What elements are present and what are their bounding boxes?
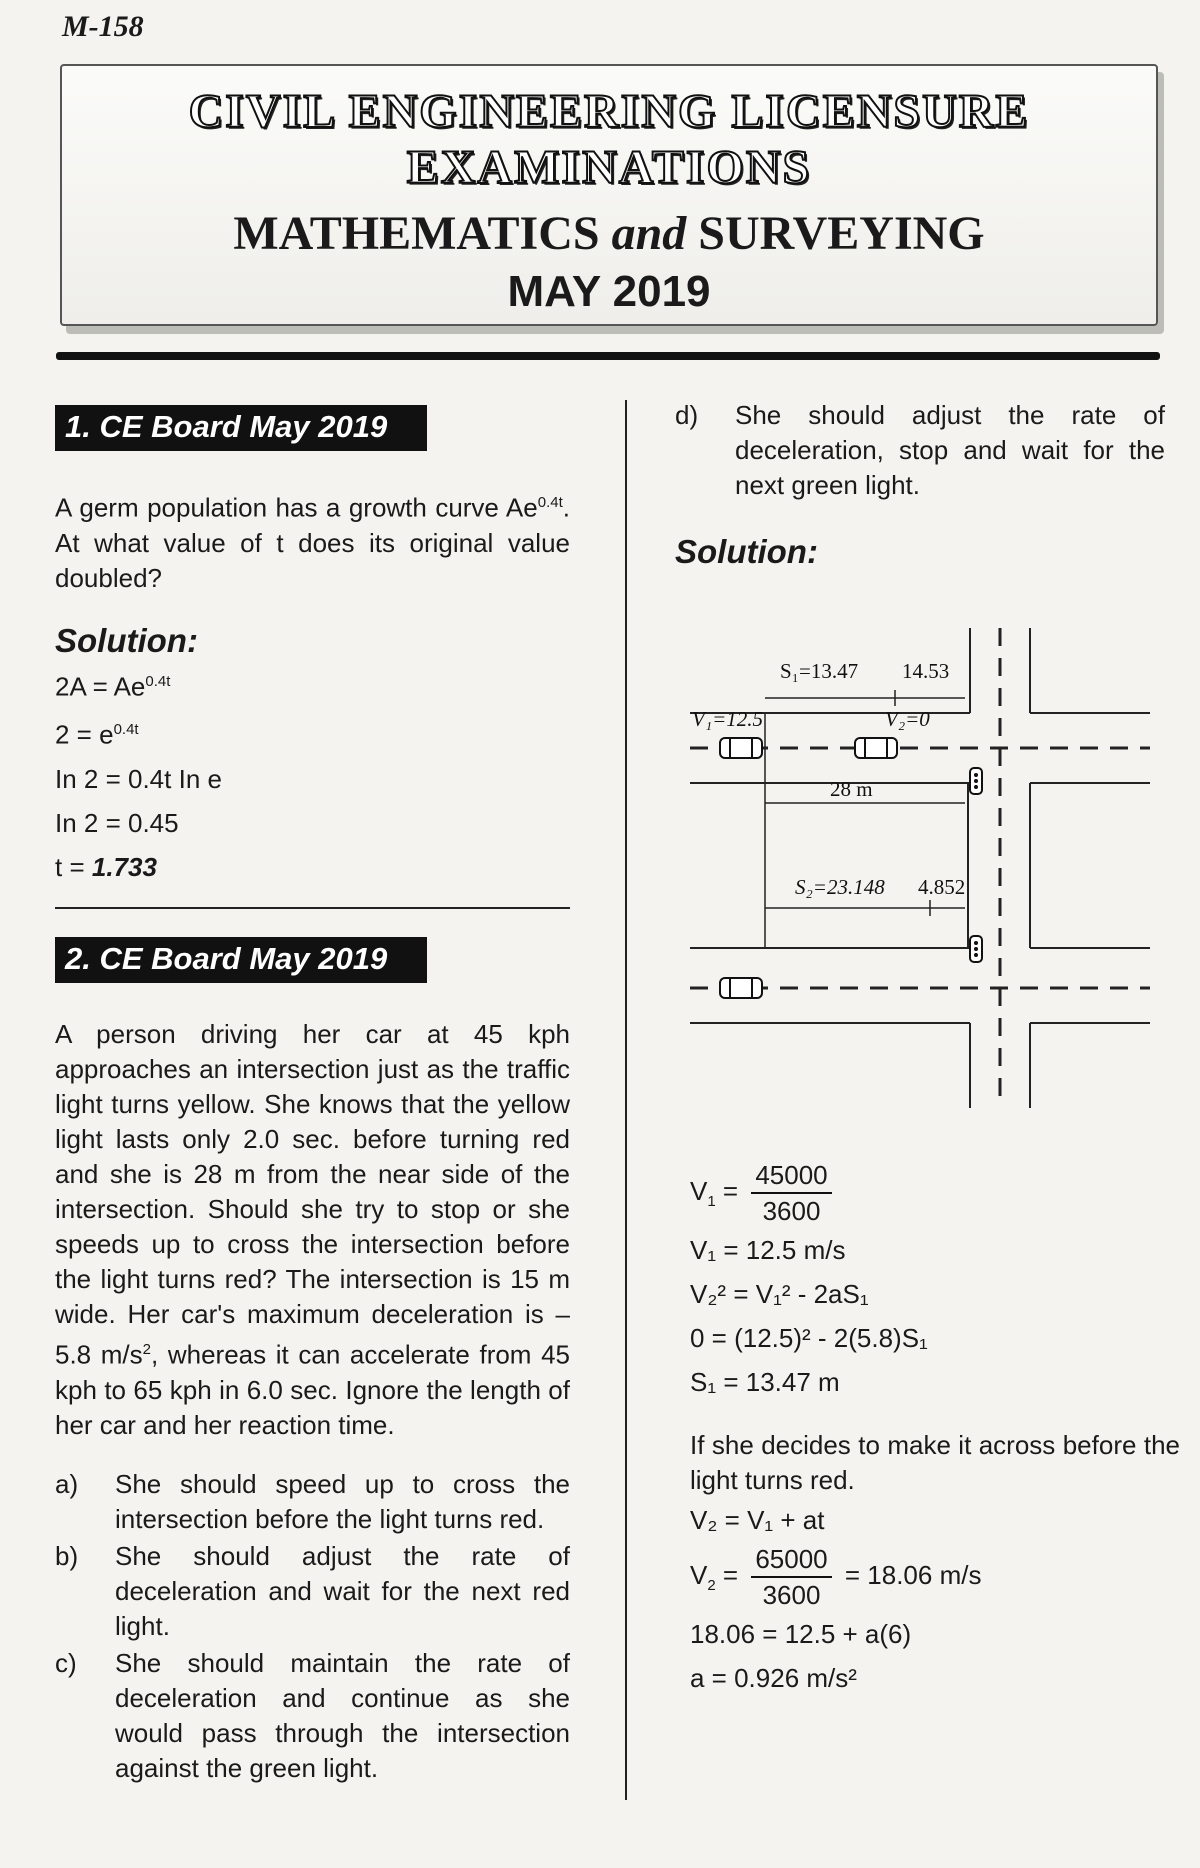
eq-substitution: 0 = (12.5)² - 2(5.8)S₁	[690, 1323, 928, 1353]
problem1-eq4: In 2 = 0.45	[55, 807, 179, 838]
eq-acceleration-sub: 18.06 = 12.5 + a(6)	[690, 1619, 912, 1649]
label-distance: 28 m	[830, 777, 873, 801]
banner-title-line1: CIVIL ENGINEERING LICENSURE	[188, 85, 1030, 138]
label-s1-rest: 14.53	[902, 659, 950, 683]
label-s1: S₁=13.47	[780, 659, 859, 683]
problem1-label: 1. CE Board May 2019	[55, 405, 427, 451]
problem1-eq3: In 2 = 0.4t In e	[55, 763, 222, 794]
left-column	[55, 405, 570, 1788]
eq-kinematic: V₂² = V₁² - 2aS₁	[690, 1279, 869, 1309]
label-v1: V₁=12.5	[692, 707, 764, 731]
problem1-question: A germ population has a growth curve $Ae^{0.4t}$. At what value of t does its original value doubled?	[55, 492, 570, 593]
eq-v1-value: V₁ = 12.5 m/s	[690, 1235, 846, 1265]
traffic-light-icon	[970, 768, 982, 794]
eq-v2: V₂ = V₁ + at	[690, 1505, 825, 1535]
eq-acceleration: a = 0.926 m/s²	[690, 1663, 857, 1693]
car-icon	[855, 738, 897, 758]
problem2-options	[55, 1467, 570, 1786]
banner-subject	[62, 206, 1156, 261]
option-c: c) She should maintain the rate of deceleration and continue as she would pass through the intersection against the green light.	[55, 1647, 570, 1783]
header-rule	[56, 352, 1160, 360]
problem1-solution-heading: Solution:	[55, 621, 198, 659]
right-column	[675, 398, 1165, 571]
eq-s1: S₁ = 13.47 m	[690, 1367, 840, 1397]
problem2-solution-heading: Solution:	[675, 533, 818, 570]
car-icon	[720, 978, 762, 998]
problem2-question: A person driving her car at 45 kph approaches an intersection just as the traffic light turns yellow. She knows that the yellow light lasts only 2.0 sec. before turning red and she is 28 m from the near side of the intersection. Should she try to stop or she speeds up to cross the intersection before the light turns red? The intersection is 15 m wide. Her car's maximum deceleration is – 5.8 $m/s^2$, whereas it can accelerate from 45 kph to 65 kph in 6.0 sec. Ignore the length of her car and her reaction time.	[55, 1018, 571, 1440]
page-code: M-158	[62, 10, 144, 43]
subject-a: MATHEMATICS	[233, 207, 600, 260]
label-v2: V₂=0	[885, 707, 930, 731]
section-rule	[55, 907, 570, 909]
subject-b: SURVEYING	[698, 207, 985, 260]
decide-text: If she decides to make it across before the light turns red.	[690, 1430, 1180, 1495]
problem2-solution	[690, 1158, 1180, 1700]
subject-and: and	[611, 207, 687, 260]
traffic-light-icon	[970, 936, 982, 962]
car-icon	[720, 738, 762, 758]
intersection-diagram	[690, 618, 1170, 1108]
problem1-eq2: $2 = e^{0.4t}$	[55, 719, 139, 750]
label-s2: S₂=23.148	[795, 875, 885, 899]
option-b: b) She should adjust the rate of deceleration and wait for the next red light.	[55, 1540, 570, 1641]
problem1-eq5: t = 1.733	[55, 851, 157, 882]
problem2-label: 2. CE Board May 2019	[55, 937, 427, 983]
option-d: d) She should adjust the rate of deceleration, stop and wait for the next green light.	[675, 400, 1165, 500]
column-divider	[625, 400, 627, 1800]
eq-v1-fraction: $V_1$ = $\frac{45000}{3600}$	[690, 1158, 1180, 1228]
banner-date: MAY 2019	[507, 267, 711, 316]
label-s2-rest: 4.852	[918, 875, 966, 899]
option-a: a) She should speed up to cross the intersection before the light turns red.	[55, 1468, 570, 1534]
header-banner	[60, 64, 1158, 326]
banner-title-line2: EXAMINATIONS	[406, 141, 812, 194]
problem1-eq1: $2A = Ae^{0.4t}$	[55, 671, 171, 702]
eq-v2-fraction: $V_2$ = $\frac{65000}{3600}$ = 18.06 m/s	[690, 1544, 982, 1610]
